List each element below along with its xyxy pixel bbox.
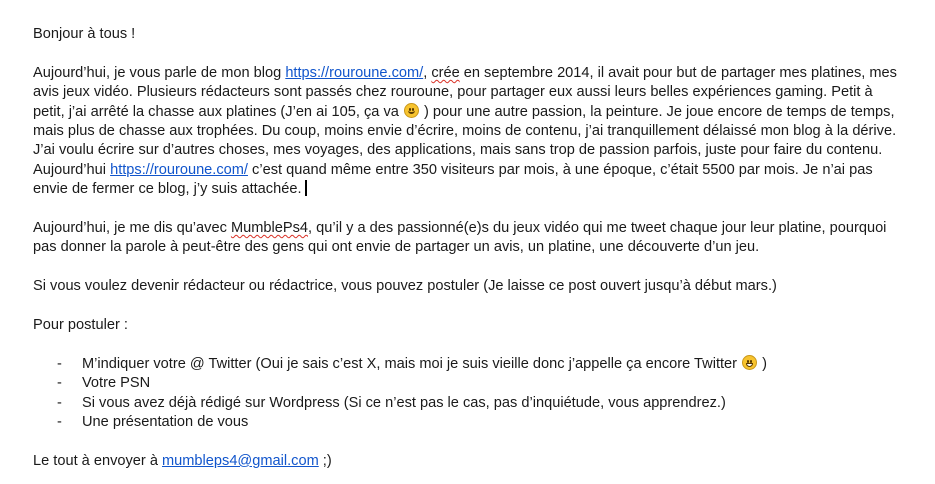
list-bullet: - <box>57 375 62 392</box>
list-item-text: Une présentation de vous <box>82 414 249 431</box>
paragraph-apply-call: Si vous voulez devenir rédacteur ou rédactrice, vous pouvez postuler (Je laisse ce post ouvert jusqu’à début mars.) <box>33 278 777 295</box>
text-span: Aujourd’hui, je me dis qu’avec <box>33 220 231 237</box>
paragraph-contact <box>33 452 903 471</box>
grinning-face-icon <box>742 355 757 370</box>
list-item-text: Si vous avez déjà rédigé sur Wordpress (Si ce n’est pas le cas, pas d’inquiétude, vous apprendrez.) <box>82 394 726 411</box>
text-cursor <box>305 180 307 196</box>
text-span: ) pour une autre passion, la peinture. Je joue encore de temps de temps, mais plus de chasse aux trophées. Du coup, moins envie d’écrire, moins de contenu, j’ai tranquillement délaissé mon blog à la dérive. J’ai voulu écrire sur d’autres choses, mes voyages, des applications, mais sans trop de passion parfois, juste pour faire du contenu. Aujourd’hui <box>33 103 897 178</box>
misspelled-word: MumblePs4 <box>230 220 308 237</box>
text-span: , qu’il y a des passionné(e)s du jeux vidéo qui me tweet chaque jour leur platine, pourquoi pas donner la parole à peut-être des gens qui ont envie de partager un avis, un platine, une découverte d’un jeu. <box>33 220 887 256</box>
list-bullet: - <box>57 394 62 411</box>
paragraph-how-to-apply: Pour postuler : <box>33 317 128 334</box>
list-item-text: M’indiquer votre @ Twitter (Oui je sais c’est X, mais moi je suis vieille donc j’appelle ça encore Twitter <box>82 355 742 372</box>
list-item <box>33 394 903 413</box>
list-bullet: - <box>57 414 62 431</box>
text-span: en septembre 2014, il avait pour but de partager mes platines, mes avis jeux vidéo. Plusieurs rédacteurs sont passés chez rouroune, pour partager eux aussi leurs belles expériences gaming. Petit à petit, j’ai arrêté la chasse aux platines (J’en ai 105, ça va <box>33 64 897 120</box>
paragraph-blog-history <box>33 64 903 200</box>
application-requirements-list <box>33 355 903 433</box>
list-item-text: Votre PSN <box>82 375 151 392</box>
misspelled-word: crée <box>431 64 460 81</box>
list-item <box>33 355 903 374</box>
email-link[interactable]: mumbleps4@gmail.com <box>162 452 319 469</box>
greeting: Bonjour à tous ! <box>33 26 136 42</box>
blog-link[interactable]: https://rouroune.com/ <box>285 64 424 81</box>
list-bullet: - <box>57 355 62 372</box>
text-span: Aujourd’hui, je vous parle de mon blog <box>33 64 286 81</box>
document-body[interactable] <box>33 25 903 471</box>
text-span: ;) <box>318 452 332 469</box>
list-item <box>33 374 903 393</box>
list-item-tail: ) <box>758 355 768 372</box>
text-span: c’est quand même entre 350 visiteurs par mois, à une époque, c’était 5500 par mois. Je n’ai pas envie de fermer ce blog, j’y suis attachée. <box>33 161 873 198</box>
list-item <box>33 413 903 432</box>
text-span: Le tout à envoyer à <box>33 452 162 469</box>
blog-link-2[interactable]: https://rouroune.com/ <box>110 161 248 178</box>
paragraph-mumbleps4 <box>33 219 903 258</box>
text-span: , <box>423 64 432 81</box>
smiley-icon <box>404 103 419 118</box>
